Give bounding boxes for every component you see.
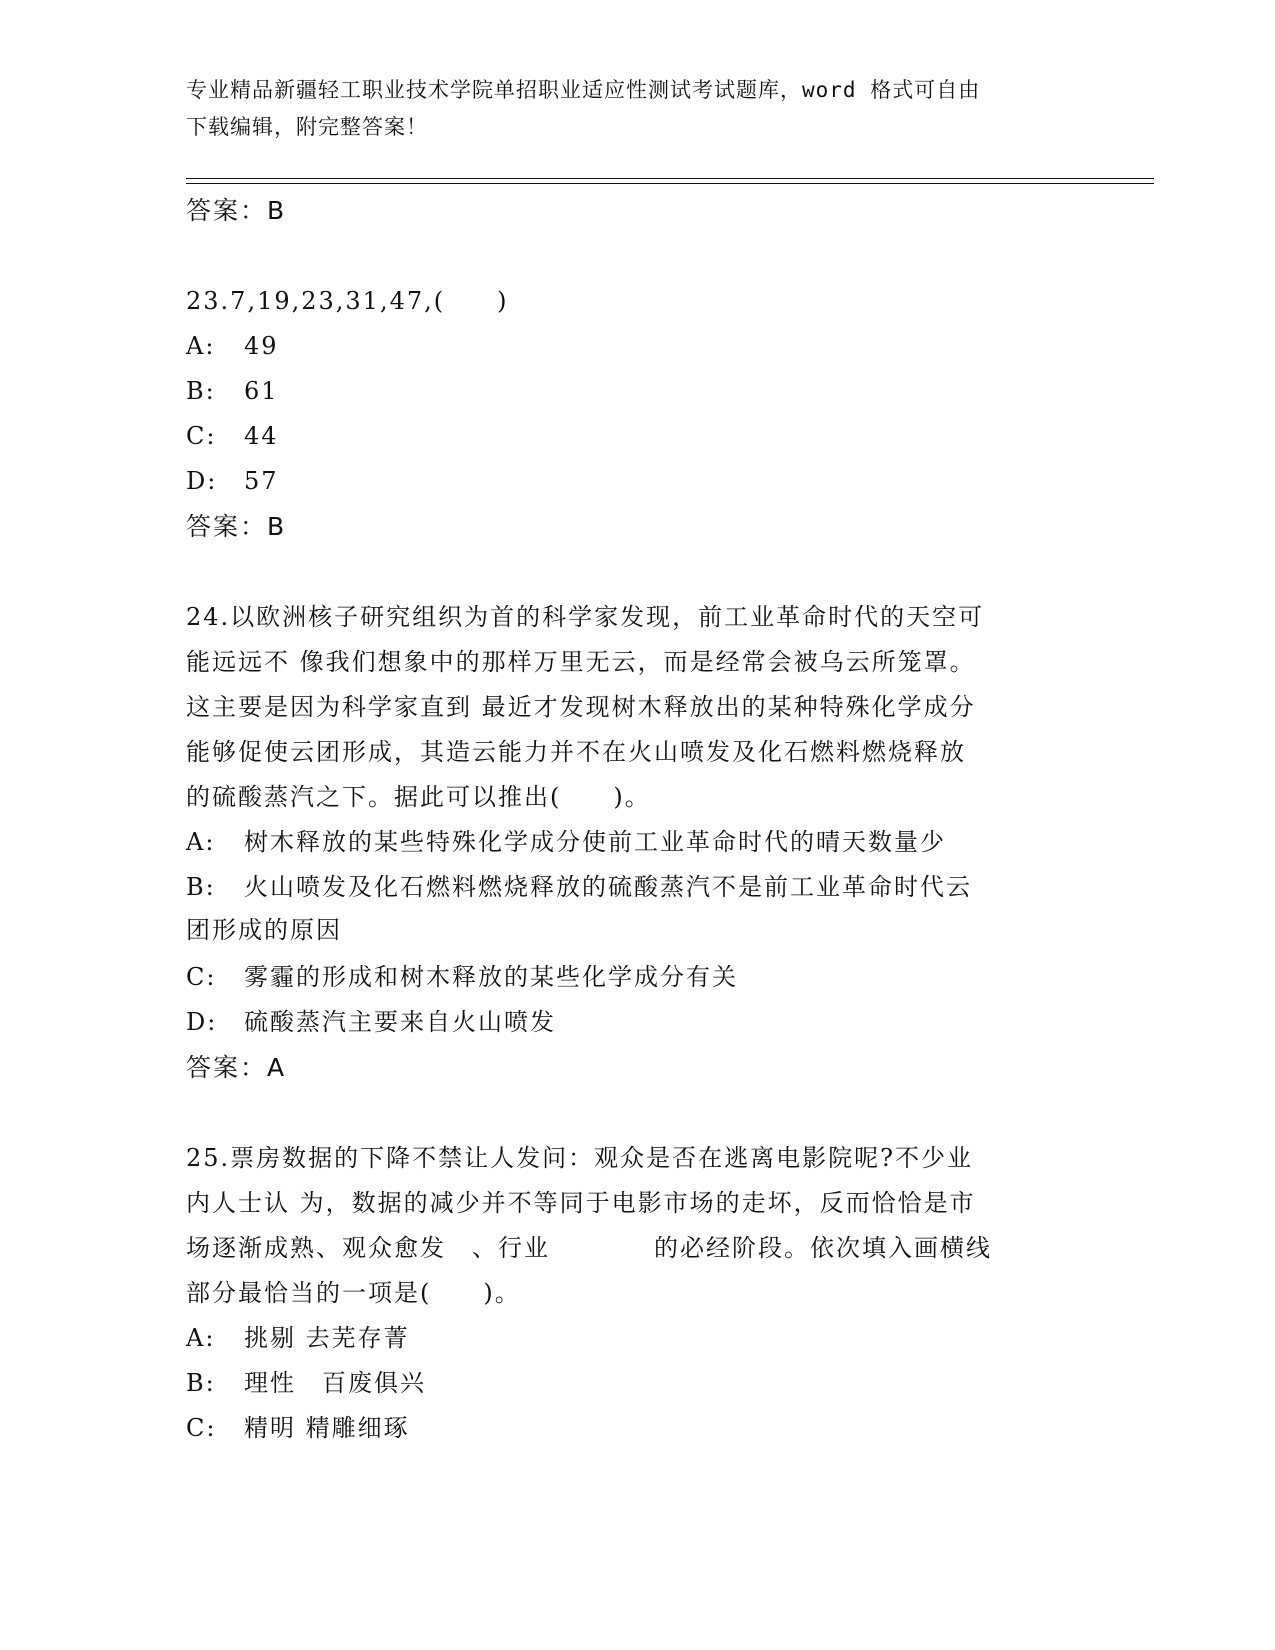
option-key: D:	[186, 1008, 218, 1036]
spacer	[186, 233, 1086, 279]
option-text: 火山喷发及化石燃料燃烧释放的硫酸蒸汽不是前工业革命时代云	[244, 873, 972, 901]
q23-option-a	[186, 324, 1086, 369]
header-rule-top	[186, 178, 1154, 179]
q25-option-b	[186, 1361, 1086, 1406]
page-header	[186, 72, 1066, 146]
option-text: 雾霾的形成和树木释放的某些化学成分有关	[244, 963, 738, 991]
option-key: C:	[186, 963, 217, 991]
q23-stem: 23.7,19,23,31,47,( )	[186, 287, 509, 315]
content-area	[186, 188, 1086, 1451]
option-text-continued: 团形成的原因	[186, 916, 342, 944]
option-key: C:	[186, 1414, 217, 1442]
q24-option-a	[186, 820, 1086, 865]
header-rule-bottom	[186, 183, 1154, 184]
header-line-1: 专业精品新疆轻工职业技术学院单招职业适应性测试考试题库，word 格式可自由	[186, 78, 981, 102]
stem-line: 场逐渐成熟、观众愈发 、行业 的必经阶段。依次填入画横线	[186, 1234, 992, 1262]
option-text: 理性 百废俱兴	[244, 1369, 426, 1397]
stem-line: 的硫酸蒸汽之下。据此可以推出( )。	[186, 783, 651, 811]
stem-line: 内人士认 为，数据的减少并不等同于电影市场的走坏，反而恰恰是市	[186, 1189, 976, 1217]
option-text: 57	[244, 467, 279, 495]
q25-stem	[186, 1136, 1086, 1316]
q25-option-c	[186, 1406, 1086, 1451]
q24-answer: 答案：A	[186, 1053, 287, 1082]
stem-line: 能够促使云团形成，其造云能力并不在火山喷发及化石燃料燃烧释放	[186, 738, 966, 766]
stem-line: 25.票房数据的下降不禁让人发问：观众是否在逃离电影院呢?不少业	[186, 1144, 974, 1172]
option-key: A:	[186, 1324, 216, 1352]
q24-option-c	[186, 955, 1086, 1000]
q23-option-d	[186, 459, 1086, 504]
option-key: D:	[186, 467, 218, 495]
option-key: B:	[186, 377, 216, 405]
stem-line: 能远远不 像我们想象中的那样万里无云，而是经常会被乌云所笼罩。	[186, 648, 976, 676]
q23-option-b	[186, 369, 1086, 414]
stem-line: 24.以欧洲核子研究组织为首的科学家发现，前工业革命时代的天空可	[186, 603, 985, 631]
option-key: A:	[186, 828, 216, 856]
option-text: 精明 精雕细琢	[244, 1414, 410, 1442]
q24-option-b	[186, 865, 1086, 955]
option-text: 61	[244, 377, 279, 405]
stem-line: 这主要是因为科学家直到 最近才发现树木释放出的某种特殊化学成分	[186, 693, 976, 721]
stem-line: 部分最恰当的一项是( )。	[186, 1279, 521, 1307]
option-text: 树木释放的某些特殊化学成分使前工业革命时代的晴天数量少	[244, 828, 946, 856]
option-line	[186, 865, 1086, 910]
option-text: 44	[244, 422, 279, 450]
q23-option-c	[186, 414, 1086, 459]
option-key: B:	[186, 873, 216, 901]
spacer	[186, 1090, 1086, 1136]
q23-answer: 答案：B	[186, 512, 287, 541]
spacer	[186, 549, 1086, 595]
q24-stem	[186, 595, 1086, 820]
option-key: A:	[186, 332, 216, 360]
q25-option-a	[186, 1316, 1086, 1361]
option-text: 硫酸蒸汽主要来自火山喷发	[244, 1008, 556, 1036]
option-key: B:	[186, 1369, 216, 1397]
option-key: C:	[186, 422, 217, 450]
option-text: 挑剔 去芜存菁	[244, 1324, 410, 1352]
option-text: 49	[244, 332, 279, 360]
header-line-2: 下载编辑，附完整答案！	[186, 115, 428, 139]
q24-option-d	[186, 1000, 1086, 1045]
q22-answer: 答案：B	[186, 196, 287, 225]
